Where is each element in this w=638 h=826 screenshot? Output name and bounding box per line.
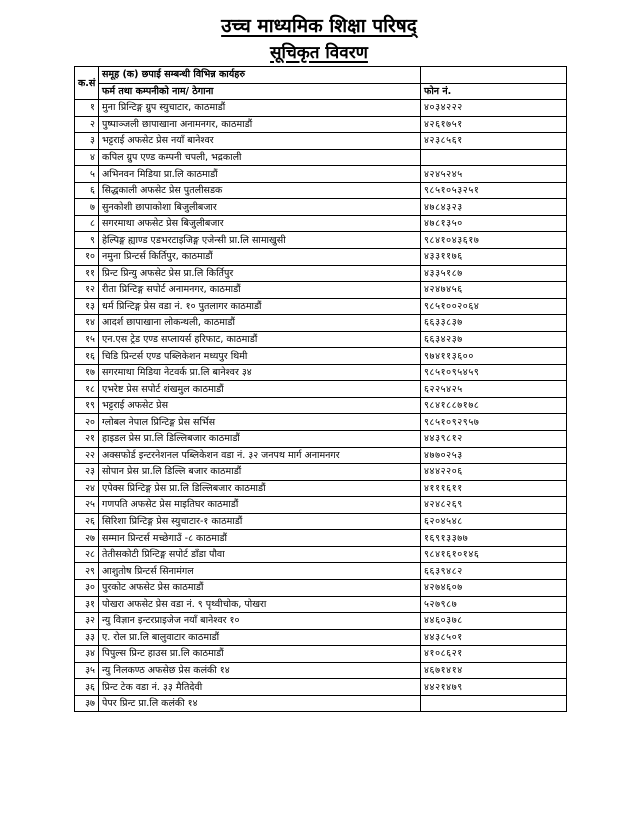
table-row [75, 249, 567, 266]
serial-cell: ८ [75, 215, 99, 232]
serial-cell: २० [75, 414, 99, 431]
firm-name-cell: सगरमाथा अफसेट प्रेस बिजुलीबजार [99, 215, 421, 232]
phone-cell: ४४६०३७८ [421, 613, 567, 630]
serial-cell: २८ [75, 546, 99, 563]
phone-cell: ४४२१४७९ [421, 679, 567, 696]
firm-name-cell: अक्सफोर्ड इन्टरनेशनल पब्लिकेशन वडा नं. ३२ जनपथ मार्ग अनामनगर [99, 447, 421, 464]
table-row [75, 695, 567, 712]
phone-cell [421, 149, 567, 166]
firm-name-cell: तेतीसकोटी प्रिन्टिङ्ग सपोर्ट डाँडा पौवा [99, 546, 421, 563]
phone-cell: ९८५१०५३२५१ [421, 182, 567, 199]
table-group-header-row [75, 67, 567, 84]
firm-name-cell: मुना प्रिन्टिङ्ग ग्रुप स्युचाटार, काठमाडौं [99, 100, 421, 117]
serial-cell: ३५ [75, 662, 99, 679]
serial-cell: ५ [75, 166, 99, 183]
table-row [75, 315, 567, 332]
table-row [75, 116, 567, 133]
serial-cell: २ [75, 116, 99, 133]
firm-name-cell: नमुना प्रिन्टर्स किर्तिपुर, काठमाडौं [99, 249, 421, 266]
phone-cell: ४२४५२४५ [421, 166, 567, 183]
firm-name-cell: एभरेष्ट प्रेस सपोर्ट शंखमुल काठमाडौं [99, 381, 421, 398]
phone-cell: ९८५१००२०६४ [421, 298, 567, 315]
phone-cell: ४३३११७६ [421, 249, 567, 266]
table-row [75, 100, 567, 117]
name-column-header: फर्म तथा कम्पनीको नाम/ ठेगाना [99, 83, 421, 100]
page-title: उच्च माध्यमिक शिक्षा परिषद् [221, 15, 417, 37]
serial-cell: २७ [75, 530, 99, 547]
table-row [75, 133, 567, 150]
table-row [75, 265, 567, 282]
phone-cell: ४७८४३२३ [421, 199, 567, 216]
serial-cell: १५ [75, 331, 99, 348]
table-row [75, 199, 567, 216]
serial-cell: २२ [75, 447, 99, 464]
empty-cell [421, 67, 567, 84]
table-row [75, 215, 567, 232]
table-row [75, 298, 567, 315]
serial-cell: १४ [75, 315, 99, 332]
serial-cell: ३३ [75, 629, 99, 646]
phone-cell: ४२७४६०७ [421, 579, 567, 596]
firm-name-cell: आशुतोष प्रिन्टर्स सिनामंगल [99, 563, 421, 580]
serial-cell: १९ [75, 397, 99, 414]
table-row [75, 629, 567, 646]
table-row [75, 232, 567, 249]
table-row [75, 497, 567, 514]
phone-cell: ४६७१४१४ [421, 662, 567, 679]
firm-name-cell: पुष्पाञ्जली छापाखाना अनामनगर, काठमाडौं [99, 116, 421, 133]
phone-cell: ४०३४२२२ [421, 100, 567, 117]
serial-cell: १६ [75, 348, 99, 365]
page-subtitle: सूचिकृत विवरण [270, 43, 368, 63]
serial-cell: ३२ [75, 613, 99, 630]
serial-cell: ३७ [75, 695, 99, 712]
table-row [75, 447, 567, 464]
phone-cell: ६६३३८३७ [421, 315, 567, 332]
phone-cell: ९८४१०४३६१७ [421, 232, 567, 249]
table-row [75, 348, 567, 365]
serial-cell: २१ [75, 431, 99, 448]
firm-name-cell: पोखरा अफसेट प्रेस वडा नं. ९ पृथ्वीचोक, पोखरा [99, 596, 421, 613]
firm-name-cell: प्रिन्ट टेक वडा नं. ३३ मैतिदेवी [99, 679, 421, 696]
serial-column-header: क.सं [75, 67, 99, 100]
firm-name-cell: एपेक्स प्रिन्टिङ्ग प्रेस प्रा.लि डिल्लिबजार काठमाडौं [99, 480, 421, 497]
serial-cell: ३० [75, 579, 99, 596]
table-row [75, 414, 567, 431]
firm-name-cell: सगरमाथा मिडिया नेटवर्क प्रा.लि बानेश्वर ३४ [99, 364, 421, 381]
firm-name-cell: चिडि प्रिन्टर्स एण्ड पब्लिकेशन मध्यपुर थिमी [99, 348, 421, 365]
serial-cell: ९ [75, 232, 99, 249]
phone-cell: ४३३५१८७ [421, 265, 567, 282]
phone-cell: ६२२५४२५ [421, 381, 567, 398]
serial-cell: १७ [75, 364, 99, 381]
firm-name-cell: धर्म प्रिन्टिङ्ग प्रेस वडा नं. १० पुतलागर काठमाडौं [99, 298, 421, 315]
table-row [75, 513, 567, 530]
firm-name-cell: सिरिशा प्रिन्टिङ्ग प्रेस स्युचाटार-१ काठमाडौं [99, 513, 421, 530]
firm-name-cell: रीता प्रिन्टिङ्ग सपोर्ट अनामनगर, काठमाडौं [99, 282, 421, 299]
serial-cell: ३ [75, 133, 99, 150]
serial-cell: ४ [75, 149, 99, 166]
table-row [75, 679, 567, 696]
serial-cell: ३४ [75, 646, 99, 663]
serial-cell: ३१ [75, 596, 99, 613]
serial-cell: १८ [75, 381, 99, 398]
firm-name-cell: भट्टराई अफसेट प्रेस नयाँ बानेश्वर [99, 133, 421, 150]
phone-cell: ५२७९८७ [421, 596, 567, 613]
phone-cell: ६६३९४८२ [421, 563, 567, 580]
table-row [75, 364, 567, 381]
serial-cell: २४ [75, 480, 99, 497]
serial-cell: २५ [75, 497, 99, 514]
phone-cell: ४४३८५०१ [421, 629, 567, 646]
phone-cell: १६९१३३७७ [421, 530, 567, 547]
table-row [75, 149, 567, 166]
table-row [75, 431, 567, 448]
firm-name-cell: अभिनवन मिडिया प्रा.लि काठमाडौं [99, 166, 421, 183]
table-row [75, 596, 567, 613]
table-row [75, 646, 567, 663]
serial-cell: ७ [75, 199, 99, 216]
firm-name-cell: सुनकोशी छापाकोशा बिजुलीबजार [99, 199, 421, 216]
table-row [75, 613, 567, 630]
serial-cell: ११ [75, 265, 99, 282]
firm-name-cell: ए. रोल प्रा.लि बालुवाटार काठमाडौं [99, 629, 421, 646]
phone-cell: ४४३९८१२ [421, 431, 567, 448]
table-row [75, 546, 567, 563]
firm-name-cell: न्यु विज्ञान इन्टरप्राइजेज नयाँ बानेश्वर १० [99, 613, 421, 630]
table-row [75, 397, 567, 414]
firm-name-cell: गणपति अफसेट प्रेस माइतिघर काठमाडौं [99, 497, 421, 514]
firm-name-cell: सोपान प्रेस प्रा.लि डिल्लि बजार काठमाडौं [99, 464, 421, 481]
table-row [75, 530, 567, 547]
phone-cell: ४१०८६२१ [421, 646, 567, 663]
table-row [75, 563, 567, 580]
phone-cell: ४१११६११ [421, 480, 567, 497]
firm-name-cell: पिपुल्स प्रिन्ट हाउस प्रा.लि काठमाडौं [99, 646, 421, 663]
phone-column-header: फोन नं. [421, 83, 567, 100]
firm-name-cell: सिद्धकाली अफसेट प्रेस पुतलीसडक [99, 182, 421, 199]
table-row [75, 166, 567, 183]
table-header-row [75, 83, 567, 100]
serial-cell: २९ [75, 563, 99, 580]
firm-name-cell: हेल्पिङ्ग ह्याण्ड एडभरटाइजिङ्ग एजेन्सी प्रा.लि सामाखुसी [99, 232, 421, 249]
registry-table [74, 66, 567, 712]
serial-cell: १३ [75, 298, 99, 315]
phone-cell [421, 695, 567, 712]
firm-name-cell: भट्टराई अफसेट प्रेस [99, 397, 421, 414]
phone-cell: ९७४११३६०० [421, 348, 567, 365]
phone-cell: ९८५१०९५४५९ [421, 364, 567, 381]
table-row [75, 662, 567, 679]
phone-cell: ४२४८२६९ [421, 497, 567, 514]
table-row [75, 381, 567, 398]
phone-cell: ४२६१७५१ [421, 116, 567, 133]
firm-name-cell: ग्लोबल नेपाल प्रिन्टिङ्ग प्रेस सर्भिस [99, 414, 421, 431]
phone-cell: ४२४७४५६ [421, 282, 567, 299]
phone-cell: ६२०४५४८ [421, 513, 567, 530]
firm-name-cell: न्यु निलकण्ठ अफसेछ प्रेस कलंकी १४ [99, 662, 421, 679]
serial-cell: २३ [75, 464, 99, 481]
firm-name-cell: हाइडल प्रेस प्रा.लि डिल्लिबजार काठमाडौं [99, 431, 421, 448]
table-row [75, 331, 567, 348]
table-row [75, 282, 567, 299]
phone-cell: ६६३४२३७ [421, 331, 567, 348]
firm-name-cell: पुरकोट अफसेट प्रेस काठमाडौं [99, 579, 421, 596]
firm-name-cell: सम्मान प्रिन्टर्स मच्छेगाउँ -८ काठमाडौं [99, 530, 421, 547]
phone-cell: ९८५१०९२९५७ [421, 414, 567, 431]
serial-cell: १ [75, 100, 99, 117]
table-row [75, 182, 567, 199]
firm-name-cell: प्रिन्ट प्रिन्यु अफसेट प्रेस प्रा.लि किर्तिपुर [99, 265, 421, 282]
phone-cell: ४७८१३५० [421, 215, 567, 232]
phone-cell: ४४४२२०६ [421, 464, 567, 481]
serial-cell: ३६ [75, 679, 99, 696]
serial-cell: १० [75, 249, 99, 266]
serial-cell: ६ [75, 182, 99, 199]
group-title: समूह (क) छपाई सम्बन्धी विभिन्न कार्यहरु [99, 67, 421, 84]
phone-cell: ४७७०२५३ [421, 447, 567, 464]
table-row [75, 464, 567, 481]
serial-cell: २६ [75, 513, 99, 530]
firm-name-cell: पेपर प्रिन्ट प्रा.लि कलंकी १४ [99, 695, 421, 712]
serial-cell: १२ [75, 282, 99, 299]
phone-cell: ९८४१८८७१७८ [421, 397, 567, 414]
table-row [75, 579, 567, 596]
phone-cell: ९८४१६१०१४६ [421, 546, 567, 563]
firm-name-cell: कपिल ग्रुप एण्ड कम्पनी चपली, भद्रकाली [99, 149, 421, 166]
firm-name-cell: एन.एस ट्रेड एण्ड सप्लायर्स हरिफाट, काठमाडौं [99, 331, 421, 348]
phone-cell: ४२३८५६१ [421, 133, 567, 150]
table-row [75, 480, 567, 497]
firm-name-cell: आदर्श छापाखाना लोकन्थली, काठमाडौं [99, 315, 421, 332]
